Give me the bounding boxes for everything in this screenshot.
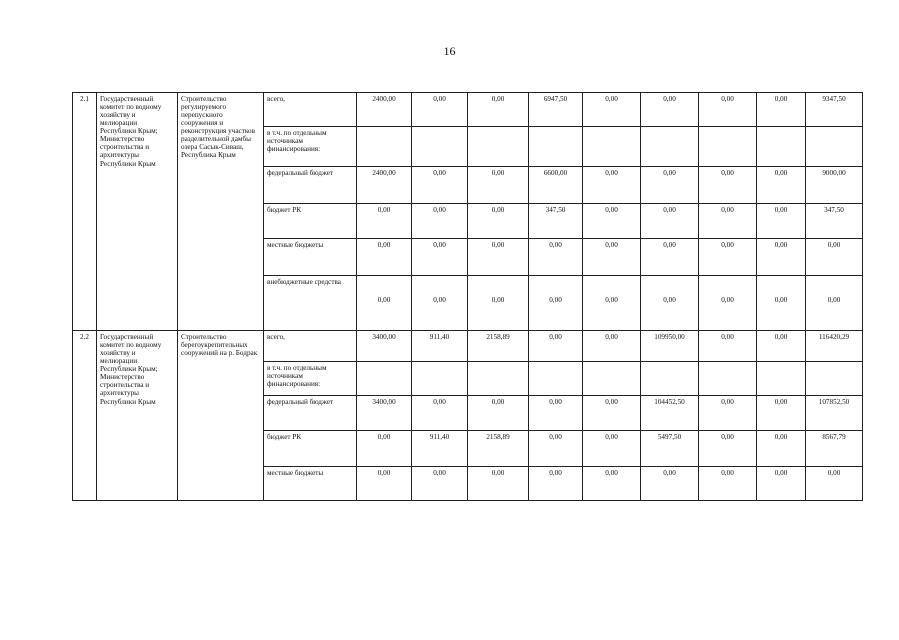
- value-cell: 0,00: [357, 204, 412, 239]
- value-cell: [641, 127, 699, 167]
- value-cell: 2400,00: [357, 167, 412, 204]
- value-cell: 0,00: [529, 396, 583, 431]
- value-cell: 0,00: [641, 276, 699, 331]
- source-cell: федеральный бюджет: [264, 167, 357, 204]
- value-cell: 0,00: [699, 204, 757, 239]
- value-cell: 0,00: [757, 431, 806, 467]
- source-cell: бюджет РК: [264, 431, 357, 467]
- value-cell: [412, 127, 468, 167]
- value-cell: 0,00: [699, 239, 757, 276]
- value-cell: 0,00: [529, 467, 583, 501]
- value-cell: 0,00: [699, 467, 757, 501]
- value-cell: [357, 362, 412, 396]
- value-cell: 0,00: [641, 467, 699, 501]
- value-cell: 0,00: [412, 467, 468, 501]
- value-cell: 9000,00: [806, 167, 863, 204]
- value-cell: 347,50: [529, 204, 583, 239]
- source-cell: местные бюджеты: [264, 467, 357, 501]
- value-cell: 0,00: [583, 204, 641, 239]
- value-cell: 0,00: [412, 93, 468, 127]
- value-cell: 0,00: [641, 204, 699, 239]
- page-number: 16: [443, 44, 456, 58]
- source-cell: местные бюджеты: [264, 239, 357, 276]
- value-cell: [757, 127, 806, 167]
- value-cell: [757, 362, 806, 396]
- value-cell: 0,00: [757, 204, 806, 239]
- value-cell: 0,00: [641, 239, 699, 276]
- value-cell: 0,00: [583, 396, 641, 431]
- value-cell: 0,00: [583, 93, 641, 127]
- value-cell: 0,00: [806, 467, 863, 501]
- value-cell: [583, 362, 641, 396]
- value-cell: [806, 127, 863, 167]
- value-cell: 0,00: [583, 331, 641, 362]
- value-cell: 0,00: [468, 167, 529, 204]
- value-cell: 0,00: [583, 431, 641, 467]
- value-cell: [699, 127, 757, 167]
- value-cell: 6947,50: [529, 93, 583, 127]
- source-cell: всего,: [264, 93, 357, 127]
- source-cell: внебюджетные средства: [264, 276, 357, 331]
- value-cell: 6600,00: [529, 167, 583, 204]
- value-cell: 0,00: [468, 93, 529, 127]
- source-cell: всего,: [264, 331, 357, 362]
- activity-cell: Строительство регулируемого перепускного сооружения и реконструкция участков разделительной дамбы озера Сасык-Сиваш, Республика Крым: [178, 93, 264, 331]
- activity-cell: Строительство берегоукрепительных сооружений на р. Бодрак: [178, 331, 264, 501]
- value-cell: 0,00: [699, 93, 757, 127]
- source-cell: федеральный бюджет: [264, 396, 357, 431]
- value-cell: 0,00: [468, 204, 529, 239]
- value-cell: 0,00: [412, 276, 468, 331]
- value-cell: 0,00: [529, 239, 583, 276]
- value-cell: 2158,89: [468, 331, 529, 362]
- value-cell: 0,00: [412, 167, 468, 204]
- value-cell: 0,00: [757, 276, 806, 331]
- source-cell: в т.ч. по отдельным источникам финансирования:: [264, 362, 357, 396]
- value-cell: 0,00: [529, 331, 583, 362]
- value-cell: [529, 127, 583, 167]
- executor-cell: Государственный комитет по водному хозяйству и мелиорации Республики Крым; Министерство строительства и архитектуры Республики Крым: [97, 331, 178, 501]
- value-cell: 104452,50: [641, 396, 699, 431]
- value-cell: [806, 362, 863, 396]
- value-cell: 0,00: [757, 396, 806, 431]
- value-cell: 0,00: [699, 396, 757, 431]
- row-index: 2.1: [73, 93, 97, 331]
- value-cell: 0,00: [412, 239, 468, 276]
- value-cell: 0,00: [757, 93, 806, 127]
- table-row: [73, 331, 863, 362]
- value-cell: 2158,89: [468, 431, 529, 467]
- row-index: 2.2: [73, 331, 97, 501]
- source-cell: в т.ч. по отдельным источникам финансирования:: [264, 127, 357, 167]
- value-cell: 0,00: [468, 239, 529, 276]
- value-cell: 0,00: [757, 239, 806, 276]
- value-cell: 109950,00: [641, 331, 699, 362]
- value-cell: 0,00: [357, 239, 412, 276]
- value-cell: 107852,50: [806, 396, 863, 431]
- value-cell: 116420,29: [806, 331, 863, 362]
- value-cell: 0,00: [529, 276, 583, 331]
- value-cell: 0,00: [641, 167, 699, 204]
- value-cell: 3400,00: [357, 396, 412, 431]
- value-cell: 0,00: [357, 431, 412, 467]
- value-cell: 0,00: [699, 431, 757, 467]
- value-cell: 8567,79: [806, 431, 863, 467]
- value-cell: 0,00: [806, 239, 863, 276]
- value-cell: 0,00: [699, 167, 757, 204]
- value-cell: 0,00: [412, 396, 468, 431]
- value-cell: [357, 127, 412, 167]
- value-cell: 0,00: [357, 467, 412, 501]
- value-cell: [529, 362, 583, 396]
- value-cell: 911,40: [412, 431, 468, 467]
- value-cell: 2400,00: [357, 93, 412, 127]
- value-cell: 3400,00: [357, 331, 412, 362]
- value-cell: 0,00: [583, 239, 641, 276]
- source-cell: бюджет РК: [264, 204, 357, 239]
- value-cell: 5497,50: [641, 431, 699, 467]
- value-cell: 0,00: [468, 467, 529, 501]
- value-cell: 0,00: [529, 431, 583, 467]
- value-cell: [583, 127, 641, 167]
- value-cell: 0,00: [806, 276, 863, 331]
- value-cell: 0,00: [757, 331, 806, 362]
- value-cell: 0,00: [757, 167, 806, 204]
- value-cell: 0,00: [699, 331, 757, 362]
- value-cell: [699, 362, 757, 396]
- value-cell: 0,00: [757, 467, 806, 501]
- financing-table: [72, 92, 863, 501]
- value-cell: 0,00: [583, 276, 641, 331]
- value-cell: 347,50: [806, 204, 863, 239]
- table-row: [73, 93, 863, 127]
- value-cell: 0,00: [468, 396, 529, 431]
- value-cell: [468, 127, 529, 167]
- value-cell: [412, 362, 468, 396]
- value-cell: 911,40: [412, 331, 468, 362]
- value-cell: 0,00: [357, 276, 412, 331]
- value-cell: [641, 362, 699, 396]
- value-cell: 0,00: [583, 467, 641, 501]
- executor-cell: Государственный комитет по водному хозяйству и мелиорации Республики Крым; Министерство строительства и архитектуры Республики Крым: [97, 93, 178, 331]
- value-cell: 0,00: [412, 204, 468, 239]
- value-cell: [468, 362, 529, 396]
- value-cell: 0,00: [468, 276, 529, 331]
- value-cell: 9347,50: [806, 93, 863, 127]
- value-cell: 0,00: [583, 167, 641, 204]
- value-cell: 0,00: [641, 93, 699, 127]
- value-cell: 0,00: [699, 276, 757, 331]
